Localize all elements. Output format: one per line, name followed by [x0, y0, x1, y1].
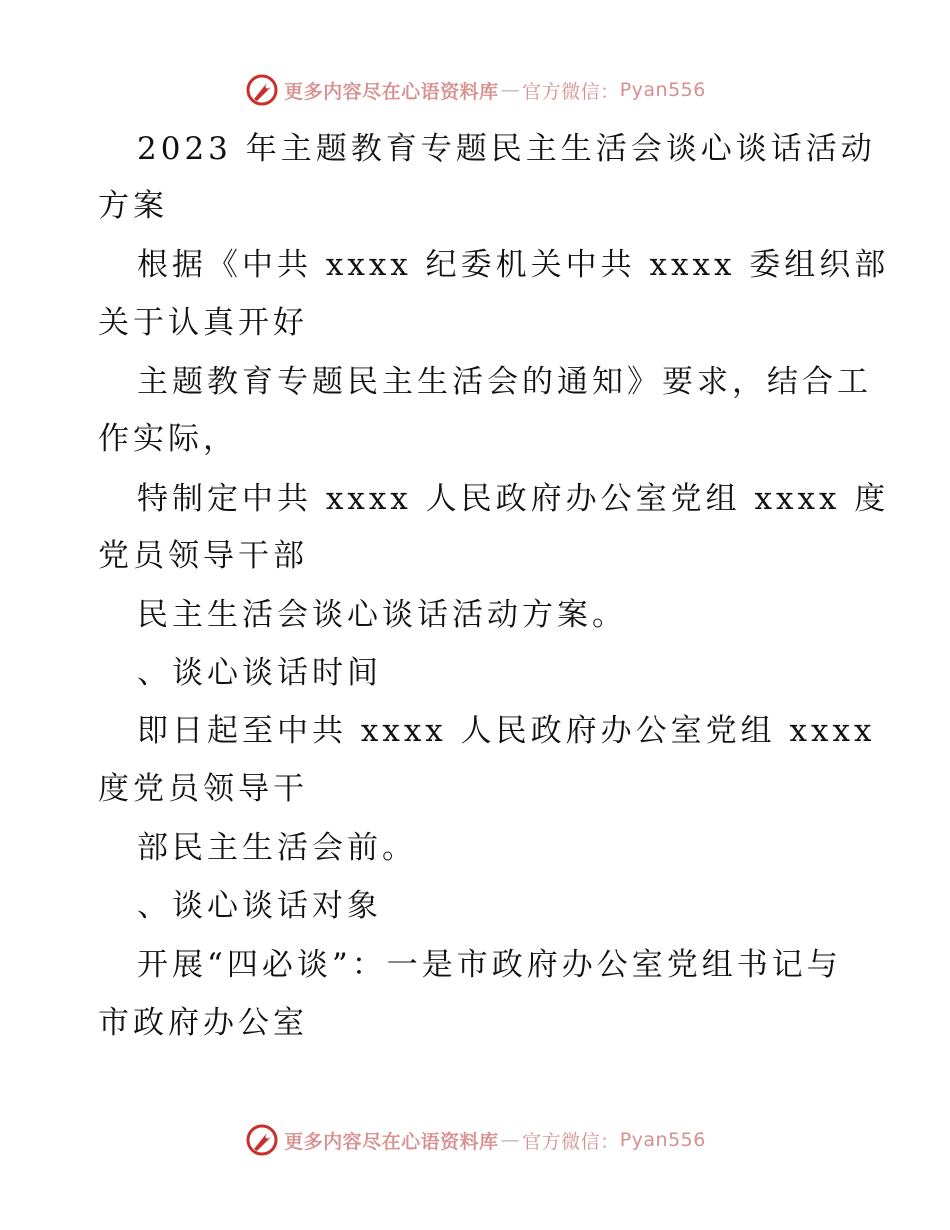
- footer-watermark: [0, 1120, 950, 1160]
- watermark-title: 更多内容尽在心语资料库: [284, 1130, 499, 1153]
- section-heading-targets: 、谈心谈话对象: [137, 888, 382, 924]
- paragraph-line: 主题教育专题民主生活会的通知》要求，结合工: [137, 364, 872, 400]
- watermark-contact-label: 官方微信：: [522, 80, 620, 103]
- paragraph-line: 作实际，: [98, 421, 238, 457]
- pen-nib-logo-icon: [244, 1122, 280, 1158]
- doc-title-line-1: 2023 年主题教育专题民主生活会谈心谈话活动: [137, 131, 876, 167]
- section-heading-time: 、谈心谈话时间: [137, 655, 382, 691]
- doc-title-line-2: 方案: [98, 188, 168, 224]
- paragraph-line: 即日起至中共 xxxx 人民政府办公室党组 xxxx: [137, 713, 876, 749]
- paragraph-line: 关于认真开好: [98, 305, 308, 341]
- watermark-separator: —: [500, 1129, 521, 1151]
- paragraph-line: 党员领导干部: [98, 538, 308, 574]
- watermark-contact-id: Pyan556: [619, 1129, 706, 1151]
- paragraph-line: 特制定中共 xxxx 人民政府办公室党组 xxxx 度: [137, 481, 890, 517]
- watermark-title: 更多内容尽在心语资料库: [284, 80, 499, 103]
- watermark-contact-id: Pyan556: [619, 79, 706, 101]
- paragraph-line: 度党员领导干: [98, 771, 308, 807]
- paragraph-line: 民主生活会谈心谈话活动方案。: [137, 597, 627, 633]
- paragraph-line: 部民主生活会前。: [137, 830, 417, 866]
- paragraph-line: 开展“四必谈”：一是市政府办公室党组书记与: [137, 947, 842, 983]
- watermark-separator: —: [500, 79, 521, 101]
- paragraph-line: 根据《中共 xxxx 纪委机关中共 xxxx 委组织部: [137, 247, 890, 283]
- watermark-contact-label: 官方微信：: [522, 1130, 620, 1153]
- paragraph-line: 市政府办公室: [98, 1005, 308, 1041]
